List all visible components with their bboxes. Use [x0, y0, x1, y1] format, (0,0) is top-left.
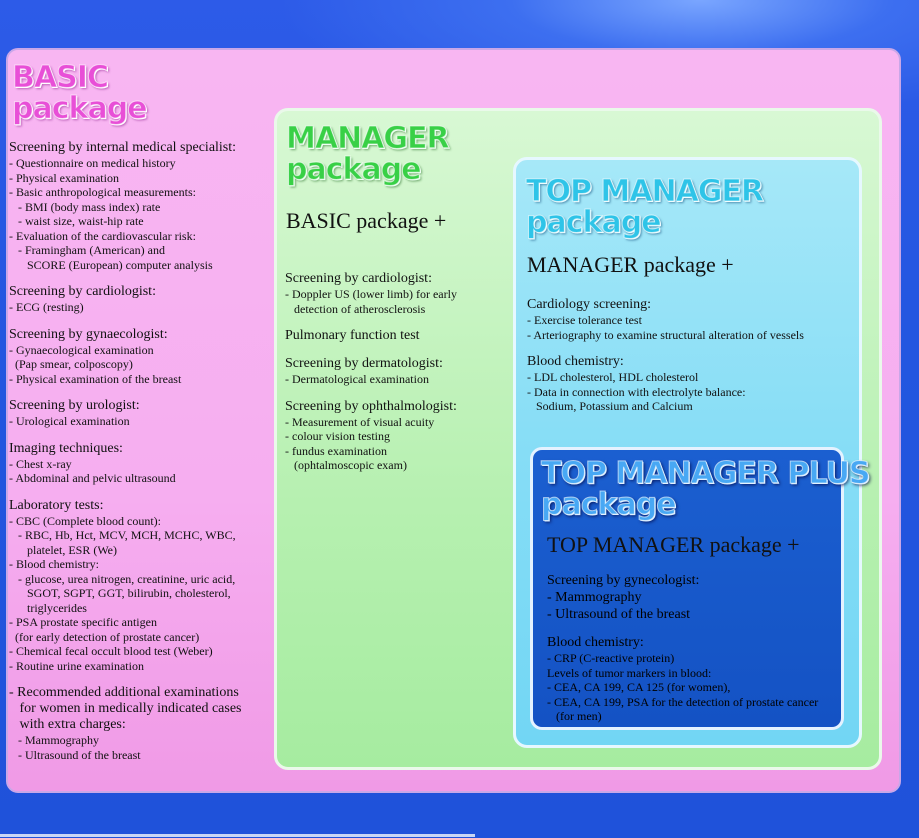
- manager-plus-label: BASIC package +: [286, 208, 447, 233]
- list-item: - Arteriography to examine structural alteration of vessels: [527, 327, 804, 342]
- section: [9, 685, 271, 762]
- section-heading: - Recommended additional examinations for women in medically indicated cases with extra charges:: [9, 685, 242, 732]
- list-item: - Urological examination: [9, 414, 130, 428]
- list-item: - Gynaecological examination: [9, 342, 154, 357]
- list-item: - Exercise tolerance test: [527, 313, 642, 327]
- list-item: - Physical examination: [9, 170, 119, 185]
- manager-package-title: [286, 123, 449, 185]
- list-item: - glucose, urea nitrogen, creatinine, uric acid,: [9, 571, 236, 586]
- list-item: (ophtalmoscopic exam): [285, 458, 407, 472]
- top-manager-plus-package-title: [541, 458, 869, 520]
- section-heading: Screening by gynecologist:: [547, 573, 700, 588]
- bottom-divider: [0, 834, 475, 837]
- list-item: - Basic anthropological measurements:: [9, 185, 196, 199]
- section: [9, 398, 271, 429]
- section-heading: Cardiology screening:: [527, 297, 652, 312]
- list-item: - colour vision testing: [285, 429, 390, 443]
- list-item: - Ultrasound of the breast: [547, 607, 691, 622]
- list-item: - Blood chemistry:: [9, 557, 99, 571]
- list-item: (for men): [547, 709, 602, 723]
- top-manager-plus-label: MANAGER package +: [527, 252, 734, 277]
- list-item: - Physical examination of the breast: [9, 371, 182, 386]
- section-heading: Screening by dermatologist:: [285, 356, 443, 371]
- section-heading: Screening by urologist:: [9, 398, 140, 413]
- list-item: - Doppler US (lower limb) for early: [285, 287, 457, 301]
- section-heading: Imaging techniques:: [9, 440, 123, 456]
- manager-package-list: [285, 271, 505, 485]
- basic-title-line1: BASIC: [12, 60, 108, 95]
- top-manager-plus-title-line2: package: [541, 487, 676, 522]
- list-item: - Data in connection with electrolyte balance:: [527, 384, 746, 399]
- list-item: - CEA, CA 199, PSA for the detection of prostate cancer: [547, 694, 819, 709]
- section: [527, 354, 857, 414]
- section: [9, 498, 271, 674]
- list-item: - RBC, Hb, Hct, MCV, MCH, MCHC, WBC,: [9, 528, 236, 542]
- manager-title-line2: package: [286, 152, 421, 187]
- section-heading: Screening by cardiologist:: [9, 284, 156, 299]
- list-item: - ECG (resting): [9, 300, 84, 314]
- top-manager-plus-plus-label: TOP MANAGER package +: [547, 532, 800, 557]
- section: [527, 297, 857, 342]
- top-manager-title-line1: TOP MANAGER: [526, 174, 764, 209]
- list-item: - Mammography: [547, 590, 642, 605]
- section-heading: Screening by internal medical specialist:: [9, 140, 237, 155]
- section: [9, 140, 271, 272]
- section: [285, 399, 505, 473]
- list-item: Sodium, Potassium and Calcium: [527, 399, 693, 413]
- section: [285, 356, 505, 387]
- list-item: - Framingham (American) and: [9, 243, 165, 257]
- section: [9, 441, 271, 486]
- list-item: - Chest x-ray: [9, 456, 72, 471]
- list-item: - Questionnaire on medical history: [9, 156, 176, 170]
- top-manager-title-line2: package: [526, 205, 661, 240]
- section-heading: Pulmonary function test: [285, 328, 420, 343]
- section-heading: Blood chemistry:: [527, 354, 624, 369]
- top-manager-plus-title-line1: TOP MANAGER PLUS: [541, 456, 870, 491]
- section: [547, 573, 842, 623]
- list-item: (for early detection of prostate cancer): [9, 629, 200, 644]
- list-item: - BMI (body mass index) rate: [9, 199, 161, 214]
- section: [9, 284, 271, 315]
- section-heading: Screening by gynaecologist:: [9, 326, 168, 342]
- basic-package-list: [9, 140, 271, 774]
- list-item: - LDL cholesterol, HDL cholesterol: [527, 370, 699, 384]
- section: [547, 635, 842, 724]
- top-manager-package-title: [526, 176, 763, 238]
- list-item: - Ultrasound of the breast: [9, 747, 141, 762]
- section: [9, 327, 271, 387]
- list-item: - Routine urine examination: [9, 658, 144, 673]
- manager-title-line1: MANAGER: [286, 121, 449, 156]
- section-heading: Laboratory tests:: [9, 497, 104, 513]
- list-item: - Dermatological examination: [285, 372, 429, 386]
- section: [285, 328, 505, 344]
- list-item: triglycerides: [9, 600, 87, 615]
- list-item: - fundus examination: [285, 443, 387, 458]
- list-item: - PSA prostate specific antigen: [9, 615, 157, 629]
- list-item: - Chemical fecal occult blood test (Weber): [9, 644, 213, 658]
- list-item: platelet, ESR (We): [9, 542, 118, 557]
- top-manager-package-list: [527, 297, 857, 426]
- list-item: - CBC (Complete blood count):: [9, 513, 161, 528]
- list-item: SGOT, SGPT, GGT, bilirubin, cholesterol,: [9, 586, 231, 600]
- list-item: - Evaluation of the cardiovascular risk:: [9, 228, 196, 243]
- list-item: SCORE (European) computer analysis: [9, 257, 213, 272]
- list-item: - waist size, waist-hip rate: [9, 214, 144, 228]
- list-item: (Pap smear, colposcopy): [9, 357, 133, 371]
- basic-title-line2: package: [12, 91, 147, 126]
- list-item: - Abdominal and pelvic ultrasound: [9, 471, 176, 485]
- section-heading: Screening by cardiologist:: [285, 271, 432, 286]
- basic-package-title: [12, 62, 147, 124]
- list-item: - Measurement of visual acuity: [285, 414, 435, 429]
- section: [285, 271, 505, 316]
- list-item: Levels of tumor markers in blood:: [547, 665, 712, 680]
- list-item: - Mammography: [9, 733, 99, 747]
- section-heading: Blood chemistry:: [547, 635, 644, 650]
- list-item: - CRP (C-reactive protein): [547, 651, 675, 665]
- top-manager-plus-package-list: [547, 573, 842, 736]
- list-item: detection of atherosclerosis: [285, 301, 426, 316]
- list-item: - CEA, CA 199, CA 125 (for women),: [547, 680, 731, 694]
- section-heading: Screening by ophthalmologist:: [285, 398, 457, 414]
